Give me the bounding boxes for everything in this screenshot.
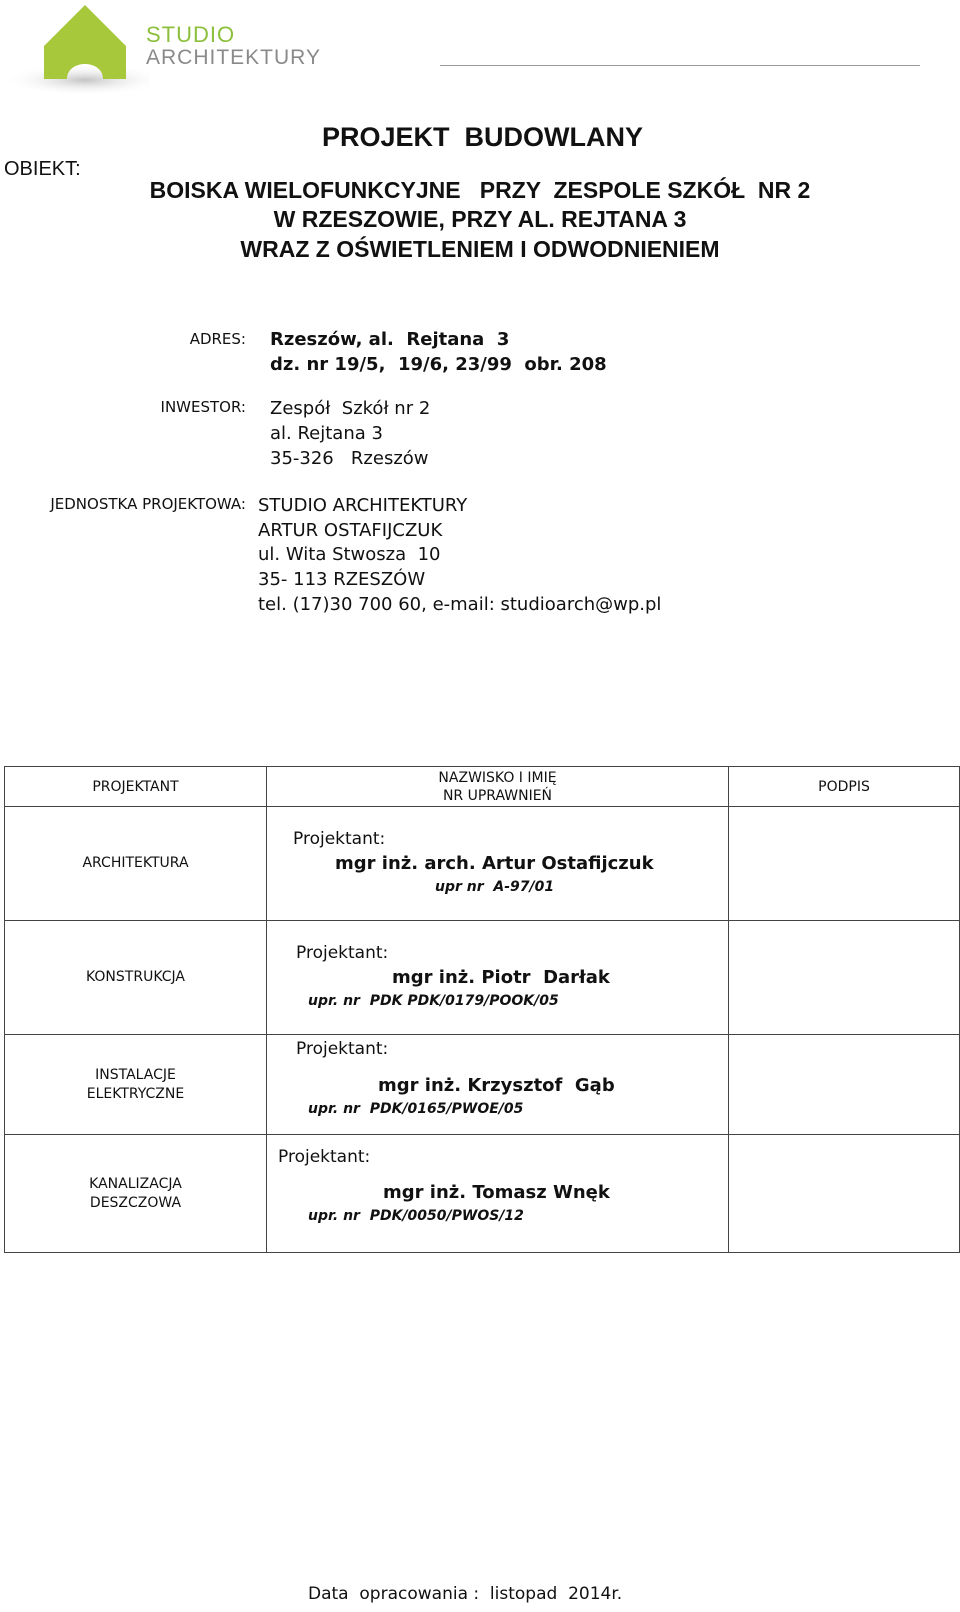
table-header-row bbox=[5, 767, 960, 807]
logo-text-architektury: ARCHITEKTURY bbox=[146, 46, 321, 69]
object-name-line3: WRAZ Z OŚWIETLENIEM I ODWODNIENIEM bbox=[240, 236, 720, 262]
design-unit-line3: ul. Wita Stwosza 10 bbox=[258, 544, 441, 565]
preparation-date: Data opracowania : listopad 2014r. bbox=[308, 1584, 623, 1604]
designer-label: Projektant: bbox=[296, 943, 389, 963]
designer-cell bbox=[267, 1035, 729, 1135]
designer-name: mgr inż. arch. Artur Ostafijczuk bbox=[335, 853, 654, 874]
investor-label: INWESTOR: bbox=[160, 398, 246, 416]
category-cell bbox=[5, 1035, 267, 1135]
investor-line2: al. Rejtana 3 bbox=[270, 423, 383, 444]
category-label-line2: ELEKTRYCZNE bbox=[86, 1085, 185, 1102]
designer-permit: upr. nr PDK/0050/PWOS/12 bbox=[308, 1208, 524, 1224]
header-signature bbox=[729, 767, 960, 807]
category-cell bbox=[5, 807, 267, 921]
table-row bbox=[5, 1035, 960, 1135]
designer-cell bbox=[267, 807, 729, 921]
table-row bbox=[5, 921, 960, 1035]
table-row bbox=[5, 1135, 960, 1253]
header-name-label: NAZWISKO I IMIĘ bbox=[438, 769, 557, 786]
category-label: ARCHITEKTURA bbox=[82, 855, 189, 871]
design-unit-line4: 35- 113 RZESZÓW bbox=[258, 569, 426, 590]
object-name-line2: W RZESZOWIE, PRZY AL. REJTANA 3 bbox=[273, 206, 687, 232]
header-signature-label: PODPIS bbox=[818, 778, 870, 795]
designer-label: Projektant: bbox=[278, 1147, 371, 1167]
design-unit-line2: ARTUR OSTAFIJCZUK bbox=[258, 520, 443, 541]
category-cell bbox=[5, 1135, 267, 1253]
header-divider bbox=[440, 65, 920, 66]
design-unit-label: JEDNOSTKA PROJEKTOWA: bbox=[50, 495, 246, 513]
designer-cell bbox=[267, 1135, 729, 1253]
designer-label: Projektant: bbox=[296, 1039, 389, 1059]
designer-permit: upr. nr PDK PDK/0179/POOK/05 bbox=[308, 993, 559, 1009]
category-label: INSTALACJE bbox=[95, 1066, 176, 1083]
investor-line1: Zespół Szkół nr 2 bbox=[270, 398, 431, 419]
design-unit-line1: STUDIO ARCHITEKTURY bbox=[258, 495, 468, 516]
object-name-line1: BOISKA WIELOFUNKCYJNE PRZY ZESPOLE SZKÓŁ NR 2 bbox=[149, 177, 811, 203]
logo-text-studio: STUDIO bbox=[146, 22, 236, 47]
header-designer bbox=[5, 767, 267, 807]
signature-cell bbox=[729, 1035, 960, 1135]
designer-permit: upr. nr PDK/0165/PWOE/05 bbox=[308, 1101, 524, 1117]
designer-name: mgr inż. Tomasz Wnęk bbox=[383, 1182, 610, 1203]
designer-name: mgr inż. Piotr Darłak bbox=[392, 967, 610, 988]
designer-name: mgr inż. Krzysztof Gąb bbox=[378, 1075, 615, 1096]
category-cell bbox=[5, 921, 267, 1035]
design-unit-line5: tel. (17)30 700 60, e-mail: studioarch@wp.pl bbox=[258, 594, 662, 615]
signature-cell bbox=[729, 921, 960, 1035]
signature-cell bbox=[729, 807, 960, 921]
category-label-line2: DESZCZOWA bbox=[89, 1194, 182, 1211]
page-title: PROJEKT BUDOWLANY bbox=[322, 122, 644, 152]
table-row bbox=[5, 807, 960, 921]
object-label: OBIEKT: bbox=[4, 158, 81, 180]
header-permit-label: NR UPRAWNIEŃ bbox=[442, 787, 553, 804]
investor-line3: 35-326 Rzeszów bbox=[270, 448, 429, 469]
header-designer-label: PROJEKTANT bbox=[92, 778, 179, 795]
designer-cell bbox=[267, 921, 729, 1035]
category-label: KANALIZACJA bbox=[89, 1175, 182, 1192]
studio-logo-house-icon bbox=[0, 0, 150, 95]
header-name-permit bbox=[267, 767, 729, 807]
designer-permit: upr nr A-97/01 bbox=[435, 879, 555, 895]
address-label: ADRES: bbox=[189, 330, 246, 348]
category-label: KONSTRUKCJA bbox=[86, 969, 185, 985]
designers-table bbox=[4, 766, 960, 1253]
designer-label: Projektant: bbox=[293, 829, 386, 849]
address-line1: Rzeszów, al. Rejtana 3 bbox=[270, 329, 510, 350]
address-line2: dz. nr 19/5, 19/6, 23/99 obr. 208 bbox=[270, 354, 607, 375]
signature-cell bbox=[729, 1135, 960, 1253]
